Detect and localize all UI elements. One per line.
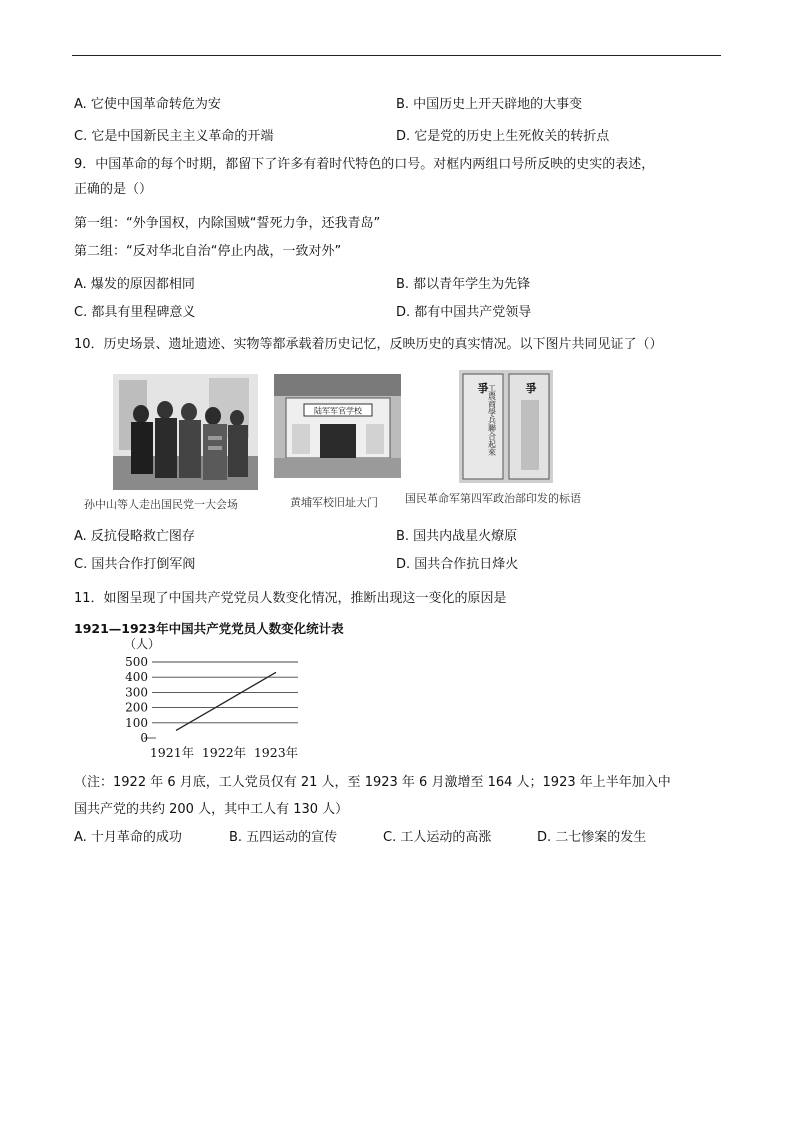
photo-caption-congress: 孙中山等人走出国民党一大会场: [84, 498, 238, 511]
chart-y-tick-label: 0: [140, 731, 148, 745]
q11-option-b[interactable]: B. 五四运动的宣传: [229, 830, 338, 845]
chart-y-tick-label: 400: [125, 670, 148, 685]
q9-stem-line2: 正确的是（）: [74, 182, 153, 197]
member-count-chart: [110, 634, 310, 764]
photo-sun-yat-sen-congress: [113, 374, 258, 490]
q10-option-b[interactable]: B. 国共内战星火燎原: [396, 529, 518, 544]
chart-y-axis-label: （人）: [124, 637, 161, 651]
q10-option-c[interactable]: C. 国共合作打倒军阀: [74, 557, 196, 572]
photo-caption-slogan: 国民革命军第四军政治部印发的标语: [405, 492, 581, 505]
q9-option-d[interactable]: D. 都有中国共产党领导: [396, 305, 532, 320]
banner-right-text: 爭: [525, 382, 537, 395]
header-rule: [72, 55, 721, 56]
photo-caption-gate: 黄埔军校旧址大门: [290, 496, 378, 509]
q11-option-c[interactable]: C. 工人运动的高涨: [383, 830, 492, 845]
q8-option-d[interactable]: D. 它是党的历史上生死攸关的转折点: [396, 129, 610, 144]
chart-title: 1921—1923年中国共产党党员人数变化统计表: [74, 621, 344, 636]
chart-y-tick-label: 500: [125, 655, 148, 669]
q9-stem-line1: 9．中国革命的每个时期，都留下了许多有着时代特色的口号。对框内两组口号所反映的史实的表述，: [74, 157, 655, 172]
q11-option-a[interactable]: A. 十月革命的成功: [74, 830, 182, 845]
q11-note-line1: （注：1922 年 6 月底，工人党员仅有 21 人，至 1923 年 6 月激增至 164 人；1923 年上半年加入中: [74, 775, 671, 790]
q11-option-d[interactable]: D. 二七惨案的发生: [537, 830, 647, 845]
q9-option-c[interactable]: C. 都具有里程碑意义: [74, 305, 196, 320]
q8-option-a[interactable]: A. 它使中国革命转危为安: [74, 97, 221, 112]
q11-note-line2: 国共产党的共约 200 人，其中工人有 130 人）: [74, 802, 349, 817]
q9-option-b[interactable]: B. 都以青年学生为先锋: [396, 277, 531, 292]
q8-option-c[interactable]: C. 它是中国新民主主义革命的开端: [74, 129, 274, 144]
q10-option-a[interactable]: A. 反抗侵略救亡图存: [74, 529, 195, 544]
q8-option-b[interactable]: B. 中国历史上开天辟地的大事变: [396, 97, 583, 112]
q9-option-a[interactable]: A. 爆发的原因都相同: [74, 277, 195, 292]
q9-slogan-group1: 第一组：“外争国权，内除国贼“誓死力争，还我青岛”: [74, 216, 381, 231]
banner-left-first-char: 爭: [477, 382, 489, 395]
photo-whampoa-gate: [274, 374, 401, 478]
photo-slogan-banners: [459, 370, 553, 483]
chart-y-tick-label: 200: [125, 700, 148, 715]
q11-stem: 11．如图呈现了中国共产党党员人数变化情况，推断出现这一变化的原因是: [74, 591, 507, 606]
banner-left-text: 工農商學兵聯合起來: [487, 384, 497, 456]
chart-x-tick-label: 1923年: [253, 745, 299, 760]
gate-sign-text: 陆军军官学校: [314, 406, 362, 416]
q10-option-d[interactable]: D. 国共合作抗日烽火: [396, 557, 519, 572]
q9-slogan-group2: 第二组：“反对华北自治“停止内战，一致对外”: [74, 244, 342, 259]
chart-x-tick-label: 1921年: [149, 745, 195, 760]
chart-x-tick-label: 1922年: [201, 745, 247, 760]
q10-stem: 10．历史场景、遗址遗迹、实物等都承载着历史记忆，反映历史的真实情况。以下图片共同见证了（）: [74, 337, 663, 352]
chart-series-line: [176, 672, 276, 730]
chart-y-tick-label: 100: [125, 715, 148, 730]
chart-y-tick-label: 300: [125, 685, 148, 700]
